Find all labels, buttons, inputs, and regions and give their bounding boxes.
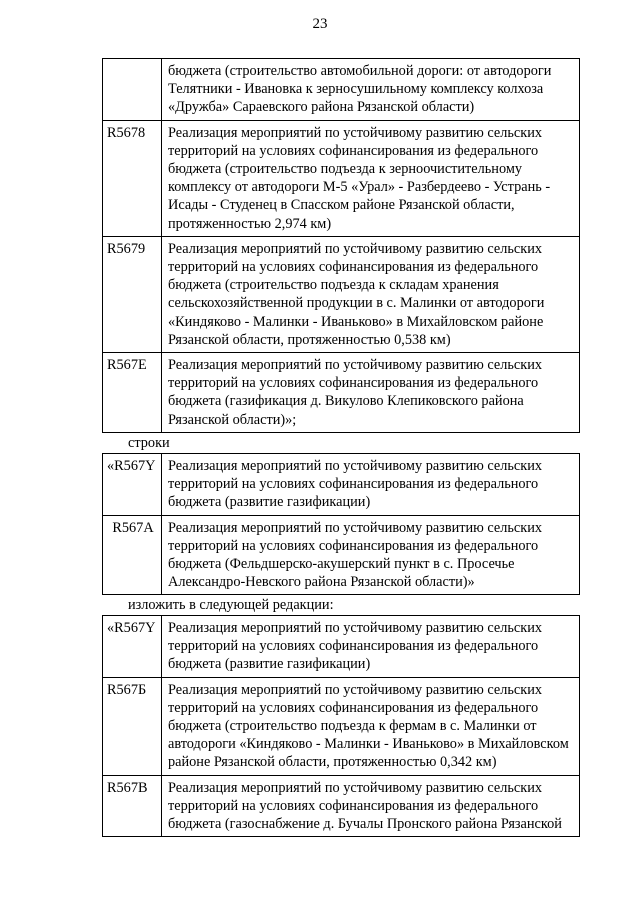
row-description [162,353,580,433]
description-line: «Дружба» Сараевского района Рязанской области) [168,99,475,116]
description-line: бюджета (строительство автомобильной дороги: от автодороги [168,63,552,79]
description-line: сельскохозяйственной продукции в с. Малинки от автодороги [168,295,545,312]
description-line: Реализация мероприятий по устойчивому развитию сельских [168,458,543,474]
table-row [103,120,580,236]
description-line: бюджета (газификация д. Викулово Клепиковского района [168,393,524,410]
row-description [162,59,580,121]
table-row [103,454,580,516]
description-line: Реализация мероприятий по устойчивому развитию сельских [168,124,543,141]
description-line: «Киндяково - Малинки - Иваньково» в Михайловском районе [168,313,544,330]
row-description [162,775,580,837]
table-row [103,236,580,352]
table-row [103,515,580,595]
description-line: бюджета (развитие газификации) [168,656,371,673]
row-code: R567A [103,515,162,595]
row-code: R567E [103,353,162,433]
description-line: Реализация мероприятий по устойчивому развитию сельских [168,779,543,796]
row-description [162,677,580,775]
description-line: территорий на условиях софинансирования из федерального [168,476,539,493]
description-line: Рязанской области)»; [168,411,297,428]
description-line: Реализация мероприятий по устойчивому развитию сельских [168,357,543,374]
row-code: R5679 [103,236,162,352]
description-line: территорий на условиях софинансирования из федерального [168,537,539,554]
row-code [103,59,162,121]
description-line: бюджета (строительство подъезда к фермам в с. Малинки от [168,718,537,735]
row-code: «R567Y [103,454,162,516]
description-line: территорий на условиях софинансирования из федерального [168,259,539,276]
code-table-continued [102,58,580,433]
row-description [162,454,580,516]
text-stroki: строки [128,435,170,451]
description-line: Исады - Студенец в Спасском районе Рязанской области, [168,197,515,214]
description-line: бюджета (строительство подъезда к зерноочистительному [168,161,523,178]
description-line: территорий на условиях софинансирования из федерального [168,142,539,159]
description-line: комплексу от автодороги М-5 «Урал» - Разбердеево - Устрань - [168,179,551,196]
description-line: Александро-Невского района Рязанской области)» [168,574,475,591]
description-line: Телятники - Ивановка к зерносушильному комплексу колхоза [168,81,544,98]
description-line: территорий на условиях софинансирования из федерального [168,375,539,392]
description-line: бюджета (строительство подъезда к складам хранения [168,277,499,294]
row-code: R5678 [103,120,162,236]
description-line: Рязанской области, протяженностью 0,538 км) [168,331,451,348]
description-line: бюджета (газоснабжение д. Бучалы Пронского района Рязанской [168,816,562,833]
page-number: 23 [312,16,328,32]
description-line: бюджета (развитие газификации) [168,494,371,511]
table-row [103,616,580,678]
description-line: Реализация мероприятий по устойчивому развитию сельских [168,240,543,257]
row-code: «R567Y [103,616,162,678]
description-line: районе Рязанской области, протяженностью 0,342 км) [168,754,497,771]
row-description [162,515,580,595]
description-line: протяженностью 2,974 км) [168,215,332,232]
description-line: автодороги «Киндяково - Малинки - Иваньково» в Михайловском [168,736,569,753]
code-table-old [102,453,580,595]
row-description [162,236,580,352]
description-line: территорий на условиях софинансирования из федерального [168,699,539,716]
text-izlozhit: изложить в следующей редакции: [128,597,334,613]
table-row [103,775,580,837]
description-line: Реализация мероприятий по устойчивому развитию сельских [168,681,543,698]
description-line: бюджета (Фельдшерско-акушерский пункт в с. Просечье [168,556,515,573]
description-line: Реализация мероприятий по устойчивому развитию сельских [168,620,543,636]
description-line: территорий на условиях софинансирования из федерального [168,638,539,655]
table-row [103,353,580,433]
code-table-new [102,615,580,837]
row-code: R567Б [103,677,162,775]
row-description [162,616,580,678]
row-code: R567В [103,775,162,837]
row-description [162,120,580,236]
table-row [103,677,580,775]
description-line: Реализация мероприятий по устойчивому развитию сельских [168,519,543,536]
table-row [103,59,580,121]
description-line: территорий на условиях софинансирования из федерального [168,797,539,814]
